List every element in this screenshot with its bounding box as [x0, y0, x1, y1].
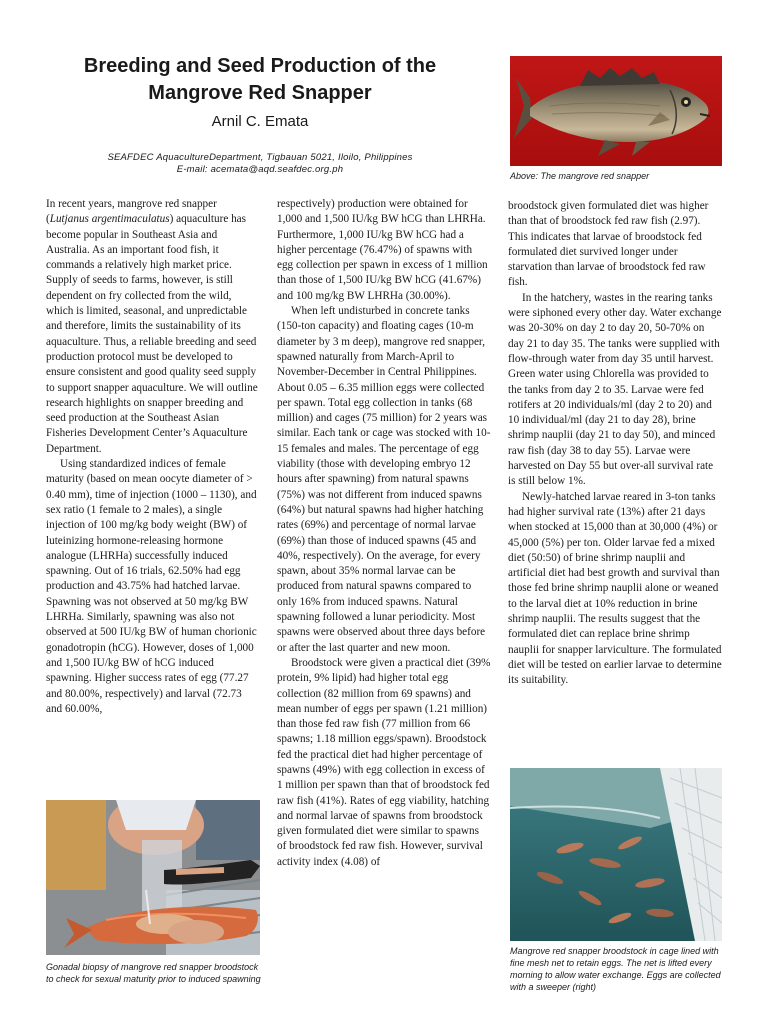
- biopsy-illustration: [46, 800, 260, 955]
- author-name: Arnil C. Emata: [211, 113, 309, 130]
- paragraph: Using standardized indices of female maturity (based on mean oocyte diameter of > 0.40 mm), time of injection (1000 – 1130), and sex ratio (1 female to 2 males), a single injection of 100 mg/kg body weight (BW) of luteinizing hormone-releasing hormone analogue (LHRHa) successfully induced spawning. Out of 16 trials, 62.50% had egg production and 43.75% had hatched larvae. Spawning was not observed at 50 mg/kg BW LHRHa. Similarly, spawning was also not observed at 500 IU/kg BW of human chorionic gonadotropin (hCG). However, doses of 1,000 and 1,500 IU/kg BW of hCG induced spawning. Higher success rates of egg (77.27 and 80.00%, respectively) and larval (72.73 and 60.00%,: [46, 458, 257, 715]
- cage-photo: [510, 768, 722, 941]
- cage-illustration: [510, 768, 722, 941]
- text-column-2: [277, 197, 491, 870]
- cage-photo-caption: Mangrove red snapper broodstock in cage lined with fine mesh net to retain eggs. The net is lifted every morning to allow water exchange. Eggs are collected with a sweeper (right): [510, 946, 721, 992]
- biopsy-photo: [46, 800, 260, 955]
- affiliation-block: [40, 152, 480, 176]
- fish-illustration: [510, 56, 722, 166]
- paragraph: Broodstock were given a practical diet (39% protein, 9% lipid) had higher total egg collection (82 million from 69 spawns) and mean number of eggs per spawn (1.21 million) than those fed raw fish (77 million from 66 spawns; 1.18 million eggs/spawn). Broodstock fed the practical diet had higher percentage of spawns (49%) with egg collection in excess of 1 million per spawn than that of broodstock fed raw fish (41%). Rates of egg viability, hatching and normal larvae of spawns from broodstock given formulated diet were similar to spawns of broodstock fed raw fish. However, survival activity index (4.08) of: [277, 656, 491, 868]
- paragraph: respectively) production were obtained for 1,000 and 1,500 IU/kg BW hCG than LHRHa. Furthermore, 1,000 IU/kg BW hCG had a higher percentage (76.47%) of spawns with egg collection per spawn in excess of 1 million than those of 1,500 IU/kg BW hCG (41.67%) and 100 mg/kg BW LHRHa (30.00%).: [277, 198, 488, 302]
- species-name: Lutjanus argentimaculatus: [49, 213, 170, 226]
- text-run: ) aquaculture has become popular in Southeast Asia and Australia. As an important food fish, it commands a relatively high market price. Supply of seeds to farms, however, is still dependent on fry collected from the wild, which is limited, seasonal, and unpredictable and therefore, limits the sustainability of its aquaculture. Thus, a reliable breeding and seed production protocol must be developed to ensure consistent and good quality seed supply to support snapper aquaculture. We will outline research highlights on snapper breeding and seed production at the Southeast Asian Fisheries Development Center’s Aquaculture Department.: [46, 213, 258, 455]
- article-title: Breeding and Seed Production of the Mangrove Red Snapper: [83, 55, 437, 104]
- fish-photo: [510, 56, 722, 166]
- paragraph: [46, 197, 260, 457]
- fish-photo-caption: Above: The mangrove red snapper: [510, 171, 650, 181]
- paragraph: When left undisturbed in concrete tanks (150-ton capacity) and floating cages (10-m diameter by 3 m deep), mangrove red snapper, spawned naturally from March-April to November-December in Central Philippines. About 0.05 – 6.35 million eggs were collected per spawn. Total egg collection in tanks (68 million) and cages (75 million) for 2 years was similar. Each tank or cage was stocked with 10-15 females and males. The percentage of egg viability (those with developing embryo 12 hours after spawning) from natural spawns (75%) was not different from induced spawns (64%) but natural spawns had higher hatching rates (69%) and percentage of normal larvae (69%) than those of induced spawns (45 and 40%, respectively). On the average, for every spawn, about 35% normal larvae can be produced from natural spawns compared to only 16% from induced spawns. Natural spawning followed a lunar periodicity. Most spawns were observed about three days before or after the last quarter and new moon.: [277, 305, 491, 654]
- affiliation-line: SEAFDEC AquacultureDepartment, Tigbauan 5021, Iloilo, Philippines: [107, 152, 413, 163]
- paragraph: Newly-hatched larvae reared in 3-ton tanks had higher survival rate (13%) after 21 days when stocked at 15,000 than at 30,000 (4%) or 45,000 (5%) per ton. Older larvae fed a mixed diet (50:50) of brine shrimp nauplii and artificial diet had best growth and survival than those fed brine shrimp nauplii alone or weaned to the larval diet at 10% reduction in brine shrimp nauplii. The results suggest that the formulated diet can replace brine shrimp nauplii for snapper larviculture. The formulated diet will be tested on earlier larvae to determine its suitability.: [508, 490, 722, 687]
- text-column-3: [508, 199, 722, 689]
- paragraph: broodstock given formulated diet was higher than that of broodstock fed raw fish (2.97). This indicates that larvae of broodstock fed formulated diet survived longer under starvation than larvae of broodstock fed raw fish.: [508, 200, 709, 289]
- biopsy-photo-caption: Gonadal biopsy of mangrove red snapper broodstock to check for sexual maturity prior to induced spawning: [46, 962, 261, 984]
- text-run: In recent years, mangrove red snapper (: [46, 198, 217, 226]
- email-line: E-mail: acemata@aqd.seafdec.org.ph: [176, 164, 344, 175]
- text-column-1: [46, 197, 260, 717]
- paragraph: In the hatchery, wastes in the rearing tanks were siphoned every other day. Water exchange was 20-30% on day 2 to day 20, 50-70% on day 21 to day 35. The tanks were supplied with flow-through water from day 35 until harvest. Green water using Chlorella was provided to the tanks from day 2 to 35. Larvae were fed rotifers at 20 individuals/ml (day 2 to 20) and 10 individual/ml (day 21 to day 28), brine shrimp nauplii (day 21 to day 50), and minced raw fish (day 38 to day 55). Larvae were harvested on Day 55 but over-all survival rate is still below 1%.: [508, 291, 722, 488]
